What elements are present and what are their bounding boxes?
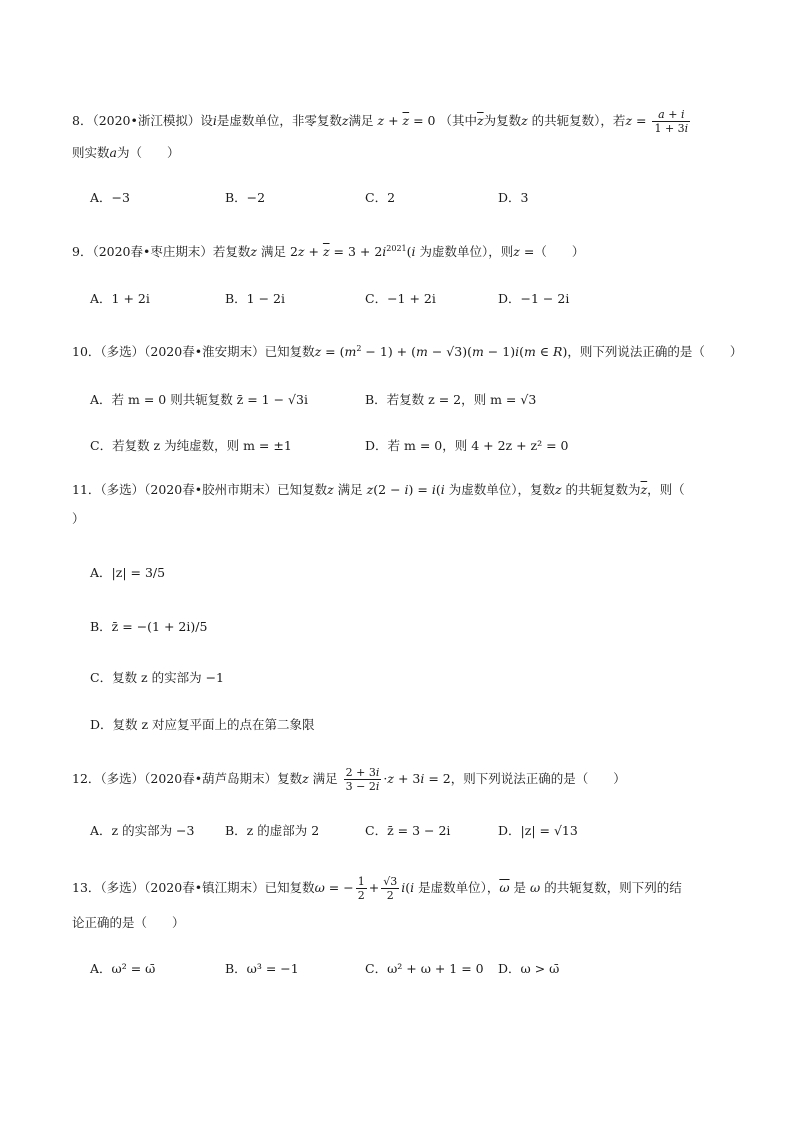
option-c[interactable]: C．z̄ = 3 − 2i	[365, 823, 451, 838]
fraction-2-plus-3i: $\frac{2 + 3i}{3 - 2i}$	[345, 766, 380, 793]
question-9-stem: 9．（2020春•枣庄期末）若复数z 满足 $2z + \overline{z} = 3 + 2i^{2021}(i$ 为虚数单位），则z =（ ）	[72, 244, 585, 260]
question-8-options	[90, 188, 734, 208]
option-a[interactable]: A．ω² = ω̄	[90, 961, 156, 976]
option-d[interactable]: D．若 m = 0，则 4 + 2z + z² = 0	[365, 438, 569, 453]
option-c[interactable]: C．复数 z 的实部为 −1	[90, 670, 224, 685]
option-c[interactable]: C．−1 + 2i	[365, 291, 436, 306]
option-b[interactable]: B．z̄ = −(1 + 2i)/5	[90, 619, 208, 634]
option-c[interactable]: C．ω² + ω + 1 = 0	[365, 961, 484, 976]
question-8-stem-line2: 则实数a为（ ）	[72, 145, 180, 160]
question-8-stem: 8．（2020•浙江模拟）设i是虚数单位，非零复数z满足 $z + \overline{z} = 0$ （其中$\overline{z}$为复数z 的共轭复数），若z = $\frac{a + i}{1 + 3i}$	[72, 108, 689, 135]
question-11-stem: 11．（多选）（2020春•胶州市期末）已知复数z 满足 z(2 − i) = i(i 为虚数单位），复数z 的共轭复数为$\overline{z}$，则（	[72, 482, 685, 497]
option-c[interactable]: C．2	[365, 190, 396, 205]
option-b[interactable]: B．z 的虚部为 2	[225, 823, 320, 838]
fraction-one-half: $\frac{1}{2}$	[357, 875, 365, 902]
question-12-options	[90, 821, 734, 841]
option-a[interactable]: A．|z| = 3/5	[90, 565, 166, 580]
option-b[interactable]: B．ω³ = −1	[225, 961, 299, 976]
option-a[interactable]: A．−3	[90, 190, 130, 205]
question-10-options-row1	[90, 390, 734, 410]
option-a[interactable]: A．若 m = 0 则共轭复数 z̄ = 1 − √3i	[90, 392, 308, 407]
question-11-stem-line2: ）	[72, 511, 85, 526]
question-13-stem: 13．（多选）（2020春•镇江期末）已知复数ω = − $\frac{1}{2}$ + $\frac{√3}{2}$ i(i 是虚数单位），$\overline{\omega}$ 是 ω 的共轭复数，则下列的结	[72, 875, 682, 902]
option-d[interactable]: D．3	[498, 190, 529, 205]
question-13-options	[90, 959, 734, 979]
option-d[interactable]: D．ω > ω̄	[498, 961, 560, 976]
question-10-options-row2	[90, 436, 734, 456]
question-12-stem: 12．（多选）（2020春•葫芦岛期末）复数z 满足 $\frac{2 + 3i}{3 - 2i}$ ·z + 3i = 2，则下列说法正确的是（ ）	[72, 766, 626, 793]
option-b[interactable]: B．若复数 z = 2，则 m = √3	[365, 392, 537, 407]
option-d[interactable]: D．复数 z 对应复平面上的点在第二象限	[90, 717, 315, 732]
fraction-sqrt3-over-2: $\frac{√3}{2}$	[383, 875, 398, 902]
option-d[interactable]: D．|z| = √13	[498, 823, 578, 838]
option-b[interactable]: B．−2	[225, 190, 266, 205]
question-13-stem-line2: 论正确的是（ ）	[72, 915, 185, 930]
question-9-options	[90, 289, 734, 309]
option-b[interactable]: B．1 − 2i	[225, 291, 286, 306]
option-d[interactable]: D．−1 − 2i	[498, 291, 570, 306]
option-a[interactable]: A．1 + 2i	[90, 291, 150, 306]
option-c[interactable]: C．若复数 z 为纯虚数，则 m = ±1	[90, 438, 292, 453]
fraction-a-plus-i: $\frac{a + i}{1 + 3i}$	[654, 108, 689, 135]
question-10-stem: 10．（多选）（2020春•淮安期末）已知复数$z = (m^2 - 1) + (m - √3)(m - 1)i(m$ ∈ R)，则下列说法正确的是（ ）	[72, 344, 743, 360]
option-a[interactable]: A．z 的实部为 −3	[90, 823, 195, 838]
